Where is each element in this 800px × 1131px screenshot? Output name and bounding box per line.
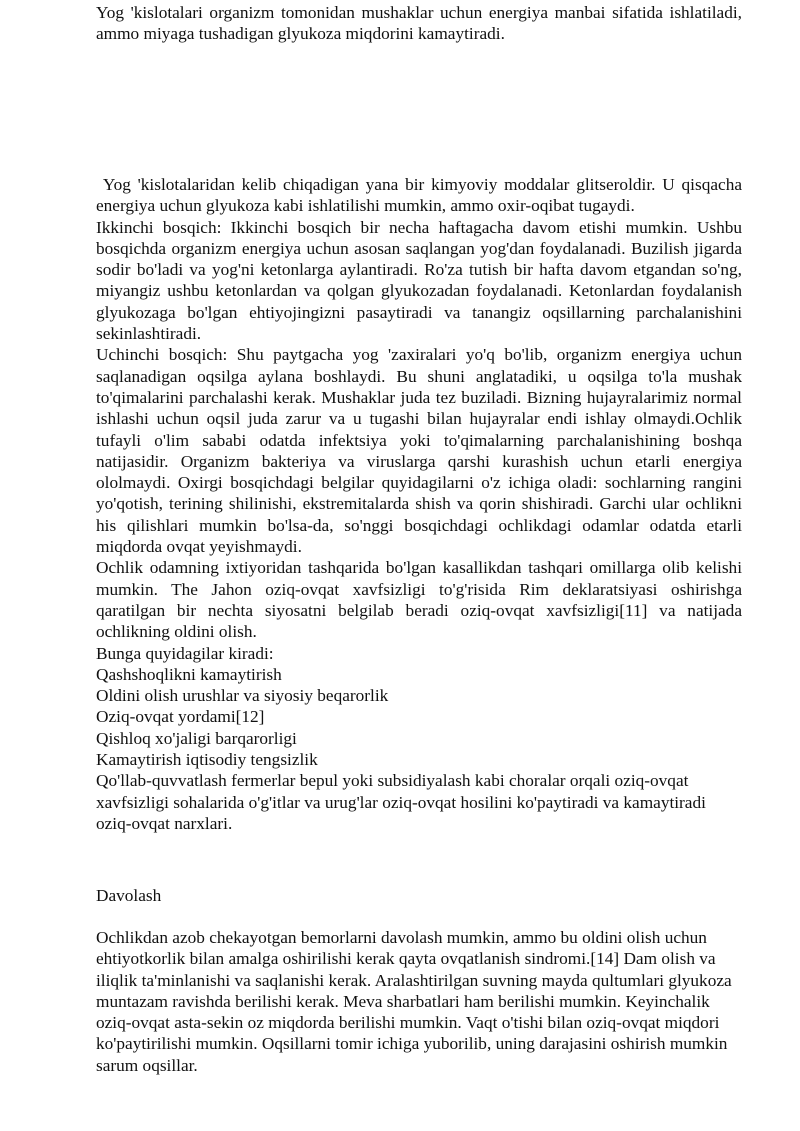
hunger-causes-paragraph: Ochlik odamning ixtiyoridan tashqarida bo'lgan kasallikdan tashqari omillarga olib kelishi mumkin. The Jahon oziq-ovqat xavfsizligi to'g'risida Rim deklaratsiyasi oshirishga qaratilgan bir nechta siyosatni belgilab beradi oziq-ovqat xavfsizligi[11] va natijada ochlikning oldini olish. xyxy=(96,558,742,642)
list-outro: Qo'llab-quvvatlash fermerlar bepul yoki subsidiyalash kabi choralar orqali oziq-ovqat xavfsizligi sohalarida o'g'itlar va urug'lar oziq-ovqat hosilini ko'paytiradi va kamaytiradi oziq-ovqat narxlari. xyxy=(96,771,706,833)
stage-three-paragraph: Uchinchi bosqich: Shu paytgacha yog 'zaxiralari yo'q bo'lib, organizm energiya uchun saqlanadigan oqsilga aylana boshlaydi. Bu shuni anglatadiki, u oqsilga to'la mushak to'qimalarini parchalashi kerak. Mushaklar juda tez buziladi. Bizning hujayralarimiz normal ishlashi uchun oqsil juda zarur va u tugashi bilan hujayralar endi ishlay olmaydi.Ochlik tufayli o'lim sababi odatda infektsiya yoki to'qimalarning parchalanishining boshqa natijasidir. Organizm bakteriya va viruslarga qarshi kurashish uchun etarli energiya ololmaydi. Oxirgi bosqichdagi belgilar quyidagilarni o'z ichiga oladi: sochlarning rangini yo'qotish, terining shilinishi, ekstremitalarda shish va qorin shishiradi. Garchi ular ochlikni his qilishlari mumkin bo'lsa-da, so'nggi bosqichdagi ochlikdagi odamlar odatda etarli miqdorda ovqat yeyishmaydi. xyxy=(96,345,742,557)
list-item: Oldini olish urushlar va siyosiy beqarorlik xyxy=(96,686,389,706)
intro-paragraph xyxy=(96,2,742,45)
list-item: Oziq-ovqat yordami[12] xyxy=(96,707,265,727)
stage-two-paragraph: Ikkinchi bosqich: Ikkinchi bosqich bir necha haftagacha davom etishi mumkin. Ushbu bosqichda organizm energiya uchun asosan saqlangan yog'dan foydalanadi. Buzilish jigarda sodir bo'ladi va yog'ni ketonlarga aylantiradi. Ro'za tutish bir hafta davom etgandan so'ng, miyangiz ushbu ketonlardan va qolgan glyukozadan foydalanadi. Ketonlardan foydalanish glyukozaga bo'lgan ehtiyojingizni pasaytiradi va tanangiz oqsillarning parchalanishini sekinlashtiradi. xyxy=(96,217,742,344)
list-item: Kamaytirish iqtisodiy tengsizlik xyxy=(96,750,318,770)
davolash-title: Davolash xyxy=(96,886,162,905)
treatment-paragraph xyxy=(96,927,742,1076)
section-heading xyxy=(96,885,742,906)
glycerol-paragraph: Yog 'kislotalaridan kelib chiqadigan yana bir kimyoviy moddalar glitseroldir. U qisqacha energiya uchun glyukoza kabi ishlatilishi mumkin, ammo oxir-oqibat tugaydi. xyxy=(96,175,747,216)
davolash-text: Ochlikdan azob chekayotgan bemorlarni davolash mumkin, ammo bu oldini olish uchun ehtiyotkorlik bilan amalga oshirilishi kerak qayta ovqatlanish sindromi.[14] Dam olish va iliqlik ta'minlanishi va saqlanishi kerak. Aralashtirilgan suvning mayda qultumlari glyukoza muntazam ravishda berilishi kerak. Meva sharbatlari ham berilishi mumkin. Keyinchalik oziq-ovqat asta-sekin oz miqdorda berilishi mumkin. Vaqt o'tishi bilan oziq-ovqat miqdori ko'paytirilishi mumkin. Oqsillarni tomir ichiga yuborilib, uning darajasini oshirish mumkin sarum oqsillar. xyxy=(96,928,732,1075)
intro-text: Yog 'kislotalari organizm tomonidan mushaklar uchun energiya manbai sifatida ishlatiladi, ammo miyaga tushadigan glyukoza miqdorini kamaytiradi. xyxy=(96,3,742,44)
list-item: Qishloq xo'jaligi barqarorligi xyxy=(96,728,297,748)
list-item: Qashshoqlikni kamaytirish xyxy=(96,664,282,684)
prevention-list xyxy=(96,643,742,835)
main-text-block xyxy=(96,174,747,834)
list-intro: Bunga quyidagilar kiradi: xyxy=(96,643,274,663)
